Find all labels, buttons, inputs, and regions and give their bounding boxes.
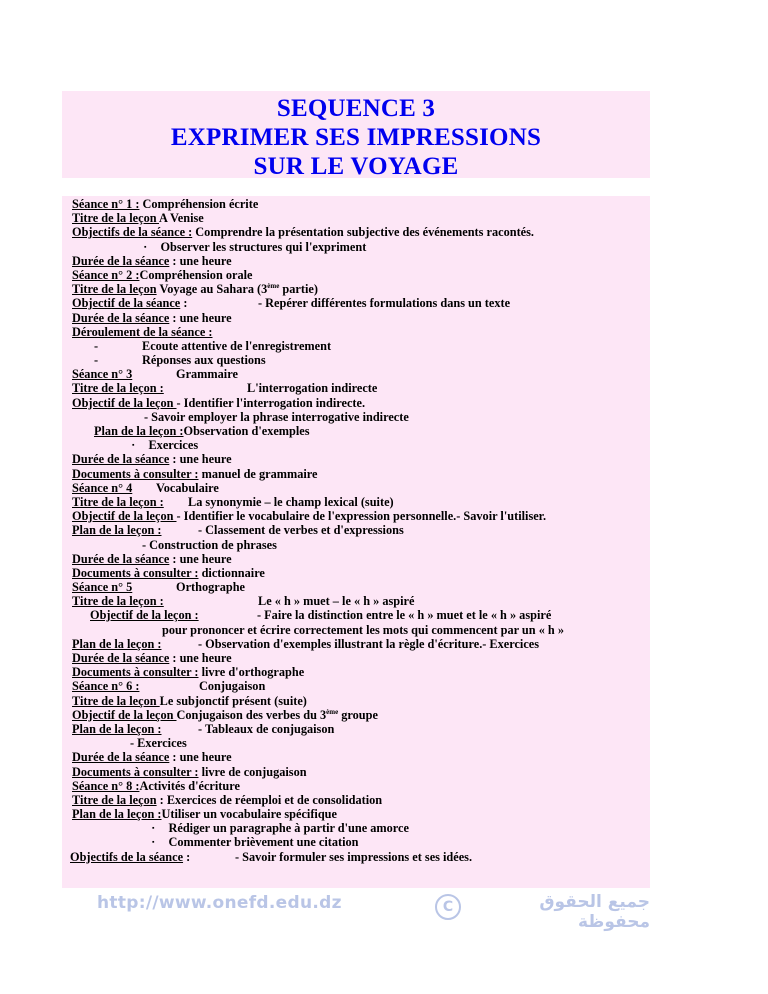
sequence-title: SEQUENCE 3 <box>276 95 436 122</box>
lesson-line <box>72 282 672 296</box>
field-value: : une heure <box>169 310 232 325</box>
field-label: Objectif de la leçon : <box>90 608 199 623</box>
field-value: : une heure <box>169 651 232 665</box>
field-label: Objectifs de la séance <box>70 849 184 864</box>
field-label: Documents à consulter : <box>72 565 199 580</box>
lesson-line <box>72 254 672 268</box>
field-value-after: partie) <box>279 282 318 297</box>
lesson-line <box>72 566 672 580</box>
footer-rights-text: جميع الحقوق محفوظة <box>539 892 650 932</box>
field-value: Compréhension orale <box>139 267 253 282</box>
field-label: Déroulement de la séance : <box>72 324 213 339</box>
lesson-line <box>72 665 672 679</box>
field-value: Activités d'écriture <box>139 778 240 793</box>
footer-banner <box>62 890 650 932</box>
field-label: Séance n° 8 : <box>72 778 140 793</box>
lesson-line <box>72 580 672 594</box>
field-label: Séance n° 2 : <box>72 267 140 282</box>
field-label: Séance n° 4 <box>72 480 133 495</box>
lesson-line <box>72 807 672 821</box>
lesson-line <box>72 296 672 310</box>
lesson-line <box>72 467 672 481</box>
field-value: - Construction de phrases <box>142 537 277 552</box>
field-value-after: groupe <box>338 707 378 722</box>
field-label: Titre de la leçon : <box>72 494 164 509</box>
lesson-line <box>72 651 672 665</box>
field-tab-value: La synonymie – le champ lexical (suite) <box>188 494 394 509</box>
field-value: Exercices <box>148 438 199 453</box>
lesson-line <box>72 197 672 211</box>
field-value: Conjugaison des verbes du 3 <box>176 707 327 722</box>
lesson-line <box>72 736 672 750</box>
lesson-line <box>72 339 672 353</box>
list-dash: - <box>94 338 99 353</box>
bullet-icon: ▪ <box>152 838 155 847</box>
field-label: Plan de la leçon : <box>72 523 162 538</box>
field-value: manuel de grammaire <box>198 466 318 481</box>
lesson-line <box>72 410 672 424</box>
lesson-line <box>72 750 672 764</box>
field-value: : Exercices de réemploi et de consolidation <box>156 792 383 807</box>
sequence-subtitle-2: SUR LE VOYAGE <box>253 153 459 180</box>
field-label: Documents à consulter : <box>72 764 199 779</box>
field-value: : une heure <box>169 253 232 268</box>
bullet-icon: ▪ <box>152 824 155 833</box>
field-label: Séance n° 6 : <box>72 679 140 694</box>
field-value: pour prononcer et écrire correctement les mots qui commencent par un « h » <box>162 622 564 637</box>
bullet-icon: ▪ <box>144 242 147 251</box>
field-tab-value: Grammaire <box>176 367 238 382</box>
lesson-line <box>72 325 672 339</box>
field-label: Titre de la leçon <box>72 792 157 807</box>
field-tab-value: - Observation d'exemples illustrant la règle d'écriture.- Exercices <box>198 636 540 651</box>
lesson-line <box>72 495 672 509</box>
lesson-line <box>72 268 672 282</box>
lesson-line <box>72 835 672 849</box>
field-tab-value: - Faire la distinction entre le « h » muet et le « h » aspiré <box>257 608 552 623</box>
lesson-line <box>72 211 672 225</box>
lesson-line <box>72 381 672 395</box>
field-label: Durée de la séance <box>72 253 170 268</box>
lesson-line <box>72 708 672 722</box>
lesson-line <box>72 396 672 410</box>
field-label: Durée de la séance <box>72 750 170 765</box>
lesson-line <box>72 424 672 438</box>
field-value: dictionnaire <box>198 565 265 580</box>
lesson-line <box>72 353 672 367</box>
field-value: Observation d'exemples <box>183 424 310 438</box>
field-value: Observer les structures qui l'expriment <box>160 239 367 254</box>
lesson-line <box>72 240 672 254</box>
field-tab-value: - Tableaux de conjugaison <box>198 721 335 736</box>
lesson-line <box>72 623 672 637</box>
field-label: Plan de la leçon : <box>72 807 162 822</box>
field-tab-value: Vocabulaire <box>156 480 219 495</box>
superscript: ème <box>326 707 339 716</box>
lesson-line <box>72 452 672 466</box>
copyright-icon: C <box>435 894 461 920</box>
field-value: : une heure <box>169 551 232 566</box>
lesson-line <box>72 225 672 239</box>
superscript: ème <box>267 282 280 291</box>
field-value: Commenter brièvement une citation <box>168 835 359 850</box>
bullet-icon: ▪ <box>132 441 135 450</box>
field-tab-value: - Repérer différentes formulations dans un texte <box>258 296 511 311</box>
field-value: - Identifier l'interrogation indirecte. <box>176 395 366 410</box>
lesson-line <box>72 765 672 779</box>
lesson-line <box>70 850 672 864</box>
field-label: Documents à consulter : <box>72 466 199 481</box>
field-label: Titre de la leçon <box>72 693 160 708</box>
field-value: : <box>183 849 191 864</box>
field-value: Ecoute attentive de l'enregistrement <box>142 338 332 353</box>
field-label: Séance n° 5 <box>72 580 133 595</box>
field-value: A Venise <box>159 211 204 226</box>
lesson-line <box>72 821 672 835</box>
lesson-plan <box>72 197 672 864</box>
field-tab-value: Orthographe <box>176 580 245 595</box>
field-value: - Identifier le vocabulaire de l'expression personnelle.- Savoir l'utiliser. <box>176 509 547 524</box>
field-value: livre de conjugaison <box>198 764 307 779</box>
field-label: Titre de la leçon <box>72 211 159 226</box>
list-dash: - <box>94 353 99 368</box>
field-value: - Savoir employer la phrase interrogative indirecte <box>144 409 409 424</box>
lesson-line <box>72 679 672 693</box>
field-tab-value: Conjugaison <box>199 679 266 694</box>
lesson-line <box>72 523 672 537</box>
field-label: Titre de la leçon : <box>72 594 164 609</box>
field-label: Durée de la séance <box>72 452 170 467</box>
field-value: : une heure <box>169 452 232 467</box>
field-label: Objectifs de la séance : <box>72 225 193 240</box>
field-value: Voyage au Sahara (3 <box>156 282 268 297</box>
field-label: Plan de la leçon : <box>72 636 162 651</box>
field-tab-value: Le « h » muet – le « h » aspiré <box>258 594 415 609</box>
footer-url[interactable]: http://www.onefd.edu.dz <box>97 893 342 913</box>
field-label: Objectif de la leçon <box>72 509 177 524</box>
field-tab-value: - Classement de verbes et d'expressions <box>198 523 404 538</box>
field-label: Séance n° 1 : <box>72 197 140 211</box>
field-value: livre d'orthographe <box>198 665 305 680</box>
field-label: Objectif de la leçon <box>72 707 177 722</box>
field-label: Durée de la séance <box>72 310 170 325</box>
field-tab-value: L'interrogation indirecte <box>247 381 378 396</box>
sequence-subtitle-1: EXPRIMER SES IMPRESSIONS <box>170 124 542 151</box>
field-value: Comprendre la présentation subjective des événements racontés. <box>192 225 534 240</box>
field-value: Réponses aux questions <box>142 353 266 368</box>
field-value: - Exercices <box>130 736 187 751</box>
lesson-line <box>72 608 672 622</box>
field-value: Compréhension écrite <box>139 197 259 211</box>
lesson-line <box>72 509 672 523</box>
lesson-line <box>72 594 672 608</box>
lesson-line <box>72 481 672 495</box>
field-label: Durée de la séance <box>72 651 170 665</box>
lesson-line <box>72 793 672 807</box>
lesson-line <box>72 637 672 651</box>
lesson-line <box>72 552 672 566</box>
field-label: Séance n° 3 <box>72 367 133 382</box>
lesson-line <box>72 367 672 381</box>
field-label: Titre de la leçon <box>72 282 157 297</box>
field-tab-value: - Savoir formuler ses impressions et ses idées. <box>235 849 473 864</box>
lesson-line <box>72 722 672 736</box>
lesson-line <box>72 538 672 552</box>
field-label: Plan de la leçon : <box>72 721 162 736</box>
field-label: Plan de la leçon : <box>94 424 184 438</box>
lesson-line <box>72 311 672 325</box>
field-label: Durée de la séance <box>72 551 170 566</box>
lesson-line <box>72 694 672 708</box>
lesson-line <box>72 438 672 452</box>
field-value: Utiliser un vocabulaire spécifique <box>161 807 337 822</box>
field-value: : <box>180 296 188 311</box>
field-value: Le subjonctif présent (suite) <box>159 693 307 708</box>
field-value: : une heure <box>169 750 232 765</box>
sequence-title-box <box>62 91 650 178</box>
field-label: Documents à consulter : <box>72 665 199 680</box>
field-label: Objectif de la séance <box>72 296 181 311</box>
field-value: Rédiger un paragraphe à partir d'une amorce <box>168 821 409 836</box>
lesson-line <box>72 779 672 793</box>
field-label: Objectif de la leçon <box>72 395 177 410</box>
field-label: Titre de la leçon : <box>72 381 164 396</box>
